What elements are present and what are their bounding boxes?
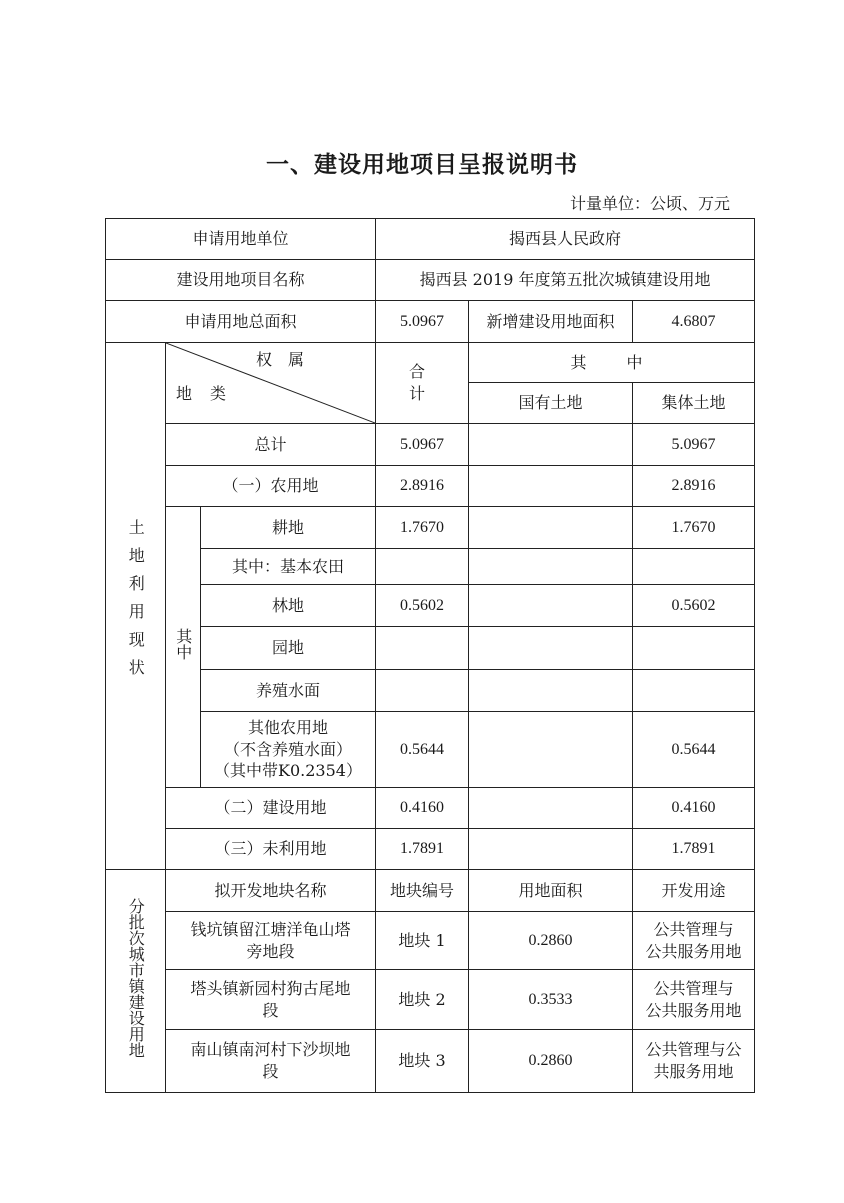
table-row (106, 670, 755, 712)
row-state (469, 549, 633, 585)
row-state (469, 712, 633, 788)
row-collective: 2.8916 (633, 466, 755, 507)
row-name: （二）建设用地 (166, 788, 376, 829)
plot-name-line: 旁地段 (246, 941, 295, 961)
table-row (106, 507, 755, 549)
table-row (106, 585, 755, 627)
plot-use-line: 公共管理与 (653, 919, 734, 939)
unit-note: 计量单位：公顷、万元 (569, 194, 730, 213)
landuse-section-text: 土地利用现状 (126, 519, 146, 688)
row-total (376, 549, 469, 585)
plot-name (166, 912, 376, 970)
plot-area: 0.2860 (469, 912, 633, 970)
plot-use-line: 公共服务用地 (645, 941, 742, 961)
table-row (106, 870, 755, 912)
row-name-line: （其中带K0.2354） (214, 761, 362, 781)
row-collective (633, 670, 755, 712)
plot-name-line: 塔头镇新园村狗古尾地 (190, 978, 351, 998)
row-name: 总计 (166, 424, 376, 466)
row-collective (633, 627, 755, 670)
plot-name-line: 钱坑镇留江塘洋龟山塔 (190, 919, 351, 939)
row-total: 1.7670 (376, 507, 469, 549)
row-name-line: 其他农用地 (248, 718, 329, 738)
row-state (469, 424, 633, 466)
row-name: （三）未利用地 (166, 829, 376, 870)
plot-use-line: 公共管理与 (653, 978, 734, 998)
row-total: 1.7891 (376, 829, 469, 870)
plot-id: 地块 3 (376, 1030, 469, 1093)
plot-area: 0.2860 (469, 1030, 633, 1093)
plots-col-area: 用地面积 (469, 870, 633, 912)
state-column-header: 国有土地 (469, 383, 633, 424)
total-area-label: 申请用地总面积 (106, 301, 376, 343)
plot-id: 地块 2 (376, 970, 469, 1030)
row-total: 0.5602 (376, 585, 469, 627)
table-row (106, 970, 755, 1030)
row-name: 林地 (201, 585, 376, 627)
plots-col-use: 开发用途 (633, 870, 755, 912)
row-total (376, 627, 469, 670)
row-total: 5.0967 (376, 424, 469, 466)
table-row (106, 260, 755, 301)
table-row (106, 301, 755, 343)
plot-area: 0.3533 (469, 970, 633, 1030)
applicant-label: 申请用地单位 (106, 219, 376, 260)
row-collective: 0.5644 (633, 712, 755, 788)
table-row (106, 424, 755, 466)
plots-col-id: 地块编号 (376, 870, 469, 912)
plot-use-line: 公共服务用地 (645, 1000, 742, 1020)
plots-section-label (106, 870, 166, 1093)
table-row (106, 712, 755, 788)
row-name: 耕地 (201, 507, 376, 549)
plot-name (166, 1030, 376, 1093)
row-collective: 1.7670 (633, 507, 755, 549)
ownership-label: 权属 (256, 350, 321, 369)
table-row (106, 549, 755, 585)
project-table (105, 218, 755, 1093)
table-row (106, 627, 755, 670)
table-row (106, 912, 755, 970)
project-label: 建设用地项目名称 (106, 260, 376, 301)
collective-column-header: 集体土地 (633, 383, 755, 424)
row-name (201, 712, 376, 788)
among-column-header: 其中 (469, 343, 755, 383)
row-name-line: （不含养殖水面） (224, 739, 353, 759)
plot-use-line: 共服务用地 (653, 1062, 734, 1081)
row-total (376, 670, 469, 712)
total-column-header: 合计 (376, 343, 469, 424)
table-row (106, 1030, 755, 1093)
plots-col-name: 拟开发地块名称 (166, 870, 376, 912)
applicant-value: 揭西县人民政府 (376, 219, 755, 260)
sub-section-text: 其中 (173, 628, 193, 661)
page-title: 一、建设用地项目呈报说明书 (266, 151, 578, 178)
row-collective (633, 549, 755, 585)
plot-use (633, 912, 755, 970)
total-area-value: 5.0967 (376, 301, 469, 343)
row-state (469, 788, 633, 829)
row-collective: 0.4160 (633, 788, 755, 829)
row-collective: 5.0967 (633, 424, 755, 466)
table-row (106, 219, 755, 260)
row-state (469, 670, 633, 712)
row-name: 园地 (201, 627, 376, 670)
table-row (106, 829, 755, 870)
sub-section-label (166, 507, 201, 788)
plot-use (633, 970, 755, 1030)
row-name: 其中：基本农田 (201, 549, 376, 585)
plot-name-line: 南山镇南河村下沙坝地 (190, 1040, 351, 1060)
plot-name-line: 段 (262, 1062, 279, 1081)
plots-section-text: 分批次城市镇建设用地 (126, 898, 146, 1059)
plot-name (166, 970, 376, 1030)
row-state (469, 507, 633, 549)
project-value: 揭西县 2019 年度第五批次城镇建设用地 (376, 260, 755, 301)
landuse-section-label (106, 343, 166, 870)
row-collective: 1.7891 (633, 829, 755, 870)
new-area-value: 4.6807 (633, 301, 755, 343)
row-total: 0.4160 (376, 788, 469, 829)
row-name: （一）农用地 (166, 466, 376, 507)
row-name: 养殖水面 (201, 670, 376, 712)
row-total: 2.8916 (376, 466, 469, 507)
row-collective: 0.5602 (633, 585, 755, 627)
row-state (469, 466, 633, 507)
plot-use (633, 1030, 755, 1093)
new-area-label: 新增建设用地面积 (469, 301, 633, 343)
plot-use-line: 公共管理与公 (645, 1040, 742, 1060)
plot-id: 地块 1 (376, 912, 469, 970)
table-row (106, 343, 755, 383)
row-state (469, 829, 633, 870)
row-state (469, 585, 633, 627)
row-total: 0.5644 (376, 712, 469, 788)
plot-name-line: 段 (262, 1000, 279, 1020)
table-row (106, 788, 755, 829)
row-state (469, 627, 633, 670)
table-row (106, 466, 755, 507)
landtype-label: 地类 (176, 384, 245, 403)
ownership-landtype-header (166, 343, 376, 424)
